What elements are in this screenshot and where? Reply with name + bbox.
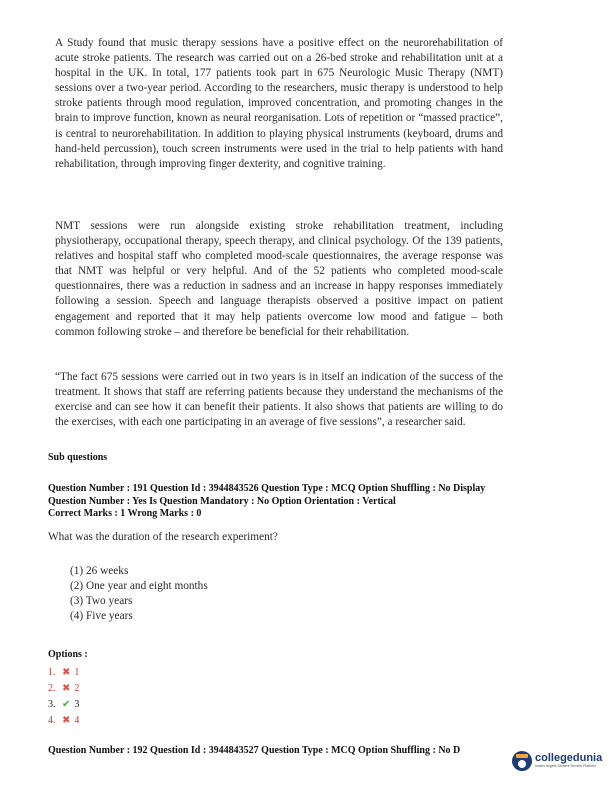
- passage-paragraph-1: [55, 36, 503, 172]
- options-heading: Options :: [48, 649, 88, 660]
- passage-text: “The fact 675 sessions were carried out in two years is in itself an indication of the success of the treatment. It shows that staff are referring patients because they understand the mechanisms of the exercise and can see how it can benefit their patients. It also shows that patients are willing to do the exercises, with each one participating in an average of five sessions”, a researcher said.: [55, 371, 503, 429]
- option-item: [48, 697, 79, 713]
- option-value: 1: [74, 667, 80, 678]
- cross-icon: ✖: [62, 715, 71, 726]
- metadata-line: Question Number : Yes Is Question Mandatory : No Option Orientation : Vertical: [48, 495, 396, 507]
- answer-choice: (2) One year and eight months: [70, 580, 208, 592]
- passage-paragraph-2: [55, 219, 503, 340]
- option-value: 3: [74, 699, 80, 710]
- metadata-line: Correct Marks : 1 Wrong Marks : 0: [48, 508, 202, 519]
- answer-choice: (1) 26 weeks: [70, 565, 129, 577]
- option-value: 4: [74, 715, 80, 726]
- checkmark-icon: ✔: [62, 699, 71, 710]
- option-number: 3.: [48, 699, 56, 710]
- logo-tagline: India's largest Student Review Platform: [535, 764, 596, 768]
- option-value: 2: [74, 683, 80, 694]
- collegedunia-logo[interactable]: [512, 751, 602, 771]
- cross-icon: ✖: [62, 667, 71, 678]
- option-item: [48, 681, 79, 697]
- option-number: 1.: [48, 667, 56, 678]
- next-question-metadata: Question Number : 192 Question Id : 3944843527 Question Type : MCQ Option Shuffling : No D: [48, 745, 461, 756]
- option-item: [48, 665, 79, 681]
- cross-icon: ✖: [62, 683, 71, 694]
- answer-choice: (4) Five years: [70, 610, 133, 622]
- sub-questions-heading: Sub questions: [48, 452, 108, 463]
- option-number: 2.: [48, 683, 56, 694]
- passage-paragraph-3: [55, 370, 503, 430]
- question-text: What was the duration of the research experiment?: [48, 531, 278, 543]
- question-metadata: [48, 483, 485, 521]
- logo-name: collegedunia: [535, 752, 603, 764]
- answer-choices: [70, 564, 208, 624]
- options-list: [48, 665, 79, 729]
- graduation-cap-icon: [512, 751, 532, 771]
- passage-text: A Study found that music therapy sessions have a positive effect on the neurorehabilitation of acute stroke patients. The research was carried out on a 26-bed stroke and rehabilitation unit at a hospital in the UK. In total, 177 patients took part in 675 Neurologic Music Therapy (NMT) sessions over a two-year period. According to the researchers, music therapy is understood to help stroke patients through mood regulation, improved concentration, and promoting changes in the brain to improve function, known as neural reorganisation. Lots of repetition or “massed practice”, is central to neurorehabilitation. In addition to playing physical instruments (keyboard, drums and hand-held percussion), touch screen instruments were used in the trial to help patients with hand rehabilitation, through improving finger dexterity, and cognitive training.: [55, 37, 503, 170]
- option-number: 4.: [48, 715, 56, 726]
- metadata-line: Question Number : 191 Question Id : 3944843526 Question Type : MCQ Option Shuffling : No Display: [48, 483, 486, 494]
- option-item: [48, 713, 79, 729]
- answer-choice: (3) Two years: [70, 595, 133, 607]
- passage-text: NMT sessions were run alongside existing stroke rehabilitation treatment, including physiotherapy, occupational therapy, speech therapy, and clinical psychology. Of the 139 patients, relatives and hospital staff who completed mood-scale questionnaires, the average response was that NMT was helpful or very helpful. And of the 52 patients who completed mood-scale questionnaires, there was a reduction in sadness and an increase in happy responses immediately following a session. Speech and language therapists observed a positive impact on patient engagement and reported that it may help patients overcome low mood and fatigue – both common following stroke – and therefore be beneficial for their rehabilitation.: [55, 220, 503, 338]
